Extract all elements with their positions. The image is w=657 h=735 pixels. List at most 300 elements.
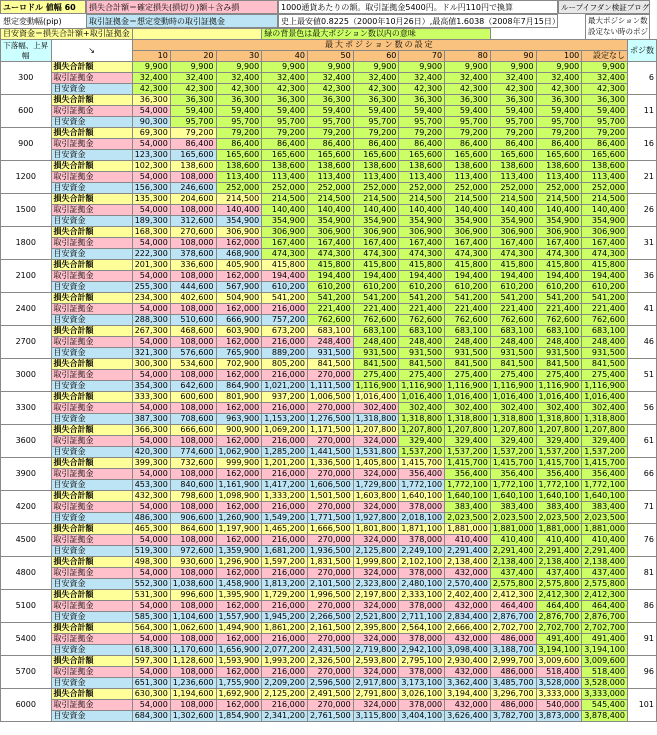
value-cell: 354,900: [445, 216, 491, 227]
value-cell: 2,666,400: [445, 623, 491, 634]
value-cell: 356,400: [445, 469, 491, 480]
value-cell: 491,400: [582, 634, 628, 645]
value-cell: 329,400: [582, 436, 628, 447]
value-cell: 504,900: [216, 293, 262, 304]
position-count-cell: 46: [627, 326, 656, 359]
value-cell: 1,993,200: [262, 656, 308, 667]
value-cell: 216,000: [262, 337, 308, 348]
row-label: 目安資金: [51, 381, 132, 392]
value-cell: 354,900: [262, 216, 308, 227]
value-cell: 201,300: [132, 260, 170, 271]
loss-total-row: [1, 458, 657, 469]
value-cell: 32,400: [536, 73, 582, 84]
value-cell: 464,400: [582, 601, 628, 612]
value-cell: 194,400: [307, 271, 353, 282]
value-cell: 354,900: [582, 216, 628, 227]
value-cell: 2,521,800: [353, 612, 399, 623]
definition-loss: 損失合計額＝確定損失(損切り)額＋含み損: [86, 0, 278, 14]
value-cell: 275,400: [399, 370, 445, 381]
value-cell: 510,600: [170, 315, 216, 326]
value-cell: 1,415,700: [445, 458, 491, 469]
value-cell: 275,400: [582, 370, 628, 381]
value-cell: 2,291,400: [582, 546, 628, 557]
value-cell: 165,600: [582, 150, 628, 161]
value-cell: 69,300: [132, 128, 170, 139]
value-cell: 32,400: [170, 73, 216, 84]
value-cell: 2,564,100: [399, 623, 445, 634]
value-cell: 708,600: [170, 414, 216, 425]
value-cell: 1,116,900: [490, 381, 536, 392]
value-cell: 378,000: [399, 601, 445, 612]
value-cell: 1,772,100: [536, 480, 582, 491]
value-cell: 805,200: [262, 359, 308, 370]
value-cell: 162,000: [216, 535, 262, 546]
row-label: 取引証拠金: [51, 106, 132, 117]
value-cell: 54,000: [132, 337, 170, 348]
value-cell: 378,600: [170, 249, 216, 260]
value-cell: 79,200: [490, 128, 536, 139]
value-cell: 140,400: [307, 205, 353, 216]
value-cell: 437,400: [536, 568, 582, 579]
value-cell: 32,400: [307, 73, 353, 84]
blog-label: ループイフダン検証ブログ: [558, 0, 650, 14]
value-cell: 1,016,400: [536, 392, 582, 403]
value-cell: 86,400: [353, 139, 399, 150]
value-cell: 576,600: [170, 348, 216, 359]
value-cell: 762,600: [353, 315, 399, 326]
value-cell: 2,249,100: [399, 546, 445, 557]
column-header: 90: [490, 51, 536, 62]
value-cell: 194,400: [490, 271, 536, 282]
value-cell: 95,700: [353, 117, 399, 128]
value-cell: 383,400: [536, 502, 582, 513]
value-cell: 2,291,400: [445, 546, 491, 557]
row-label: 取引証拠金: [51, 667, 132, 678]
value-cell: 931,500: [399, 348, 445, 359]
value-cell: 54,000: [132, 172, 170, 183]
value-cell: 1,729,200: [262, 590, 308, 601]
position-count-cell: 26: [627, 194, 656, 227]
loss-total-row: [1, 623, 657, 634]
value-cell: 564,300: [132, 623, 170, 634]
value-cell: 3,485,700: [490, 678, 536, 689]
value-cell: 1,531,800: [353, 447, 399, 458]
value-cell: 383,400: [490, 502, 536, 513]
value-cell: 1,016,400: [490, 392, 536, 403]
value-cell: 167,400: [582, 238, 628, 249]
value-cell: 333,300: [132, 392, 170, 403]
target-fund-row: [1, 117, 657, 128]
value-cell: 541,200: [445, 293, 491, 304]
value-cell: 95,700: [536, 117, 582, 128]
value-cell: 3,362,400: [445, 678, 491, 689]
value-cell: 138,600: [170, 161, 216, 172]
value-cell: 1,593,900: [216, 656, 262, 667]
value-cell: 684,300: [132, 711, 170, 722]
value-cell: 216,000: [262, 403, 308, 414]
value-cell: 108,000: [170, 667, 216, 678]
value-cell: 1,006,500: [307, 392, 353, 403]
value-cell: 2,491,500: [307, 689, 353, 700]
value-cell: 140,400: [399, 205, 445, 216]
value-cell: 519,300: [132, 546, 170, 557]
value-cell: 774,600: [170, 447, 216, 458]
row-label: 損失合計額: [51, 557, 132, 568]
value-cell: 2,834,400: [445, 612, 491, 623]
value-cell: 321,300: [132, 348, 170, 359]
loss-total-row: [1, 656, 657, 667]
value-cell: 221,400: [399, 304, 445, 315]
column-header: 設定なし: [582, 51, 628, 62]
trade-margin-row: [1, 568, 657, 579]
value-cell: 42,300: [536, 84, 582, 95]
value-cell: 610,200: [307, 282, 353, 293]
row-label: 目安資金: [51, 414, 132, 425]
value-cell: 9,900: [170, 62, 216, 73]
row-label: 目安資金: [51, 612, 132, 623]
value-cell: 36,300: [399, 95, 445, 106]
value-cell: 2,575,800: [582, 579, 628, 590]
value-cell: 306,900: [445, 227, 491, 238]
value-cell: 2,575,800: [490, 579, 536, 590]
value-cell: 1,415,700: [490, 458, 536, 469]
value-cell: 600,600: [170, 392, 216, 403]
value-cell: 162,000: [216, 601, 262, 612]
loss-total-row: [1, 524, 657, 535]
trade-margin-row: [1, 337, 657, 348]
value-cell: 252,000: [490, 183, 536, 194]
value-cell: 86,400: [262, 139, 308, 150]
row-label: 損失合計額: [51, 359, 132, 370]
value-cell: 2,138,400: [582, 557, 628, 568]
value-cell: 541,200: [490, 293, 536, 304]
value-cell: 474,300: [582, 249, 628, 260]
value-cell: 2,795,100: [399, 656, 445, 667]
value-cell: 1,194,600: [170, 689, 216, 700]
value-cell: 165,600: [490, 150, 536, 161]
value-cell: 9,900: [307, 62, 353, 73]
value-cell: 165,600: [445, 150, 491, 161]
value-cell: 267,300: [132, 326, 170, 337]
value-cell: 1,296,900: [216, 557, 262, 568]
value-cell: 432,300: [132, 491, 170, 502]
value-cell: 275,400: [536, 370, 582, 381]
row-label: 取引証拠金: [51, 535, 132, 546]
trade-margin-row: [1, 370, 657, 381]
value-cell: 567,900: [216, 282, 262, 293]
value-cell: 306,900: [536, 227, 582, 238]
value-cell: 931,500: [353, 348, 399, 359]
value-cell: 275,400: [353, 370, 399, 381]
value-cell: 3,009,600: [582, 656, 628, 667]
value-cell: 165,600: [216, 150, 262, 161]
target-fund-row: [1, 348, 657, 359]
value-cell: 194,400: [582, 271, 628, 282]
value-cell: 366,300: [132, 425, 170, 436]
value-cell: 2,876,700: [536, 612, 582, 623]
value-cell: 1,537,200: [490, 447, 536, 458]
value-cell: 683,100: [582, 326, 628, 337]
value-cell: 1,260,900: [216, 513, 262, 524]
value-cell: 165,600: [307, 150, 353, 161]
row-label: 目安資金: [51, 84, 132, 95]
value-cell: 3,194,100: [582, 645, 628, 656]
value-cell: 1,772,100: [399, 480, 445, 491]
value-cell: 54,000: [132, 634, 170, 645]
trade-margin-row: [1, 502, 657, 513]
value-cell: 216,000: [262, 601, 308, 612]
position-count-cell: 16: [627, 128, 656, 161]
row-label: 損失合計額: [51, 656, 132, 667]
position-count-cell: 86: [627, 590, 656, 623]
value-cell: 1,415,700: [536, 458, 582, 469]
value-cell: 306,900: [353, 227, 399, 238]
range-cell: 3600: [1, 425, 52, 458]
range-cell: 600: [1, 95, 52, 128]
value-cell: 86,400: [216, 139, 262, 150]
value-cell: 1,640,100: [399, 491, 445, 502]
value-cell: 399,300: [132, 458, 170, 469]
value-cell: 618,300: [132, 645, 170, 656]
value-cell: 113,400: [353, 172, 399, 183]
value-cell: 324,000: [353, 667, 399, 678]
value-cell: 336,600: [170, 260, 216, 271]
value-cell: 79,200: [216, 128, 262, 139]
value-cell: 32,400: [490, 73, 536, 84]
value-cell: 1,927,800: [353, 513, 399, 524]
value-cell: 610,200: [353, 282, 399, 293]
value-cell: 113,400: [307, 172, 353, 183]
position-count-header: ポジ数: [627, 40, 656, 62]
target-fund-row: [1, 150, 657, 161]
value-cell: 108,000: [170, 205, 216, 216]
value-cell: 9,900: [399, 62, 445, 73]
value-cell: 3,009,600: [536, 656, 582, 667]
value-cell: 54,000: [132, 568, 170, 579]
value-cell: 1,871,100: [399, 524, 445, 535]
target-fund-row: [1, 546, 657, 557]
loss-total-row: [1, 689, 657, 700]
value-cell: 138,600: [490, 161, 536, 172]
value-cell: 306,900: [262, 227, 308, 238]
value-cell: 156,300: [132, 183, 170, 194]
value-cell: 2,570,400: [445, 579, 491, 590]
value-cell: 1,062,600: [170, 623, 216, 634]
value-cell: 378,000: [399, 535, 445, 546]
position-count-cell: 71: [627, 491, 656, 524]
range-cell: 1500: [1, 194, 52, 227]
trade-margin-row: [1, 535, 657, 546]
value-cell: 354,900: [353, 216, 399, 227]
value-cell: 222,300: [132, 249, 170, 260]
value-cell: 415,800: [445, 260, 491, 271]
value-cell: 453,300: [132, 480, 170, 491]
value-cell: 95,700: [262, 117, 308, 128]
value-cell: 270,000: [307, 436, 353, 447]
value-cell: 1,692,900: [216, 689, 262, 700]
row-label: 取引証拠金: [51, 700, 132, 711]
value-cell: 2,102,100: [399, 557, 445, 568]
value-cell: 306,900: [399, 227, 445, 238]
column-header: 40: [262, 51, 308, 62]
value-cell: 252,000: [216, 183, 262, 194]
value-cell: 302,400: [490, 403, 536, 414]
value-cell: 329,400: [490, 436, 536, 447]
value-cell: 1,318,800: [353, 414, 399, 425]
value-cell: 270,000: [307, 568, 353, 579]
value-cell: 42,300: [262, 84, 308, 95]
value-cell: 1,116,900: [399, 381, 445, 392]
value-cell: 841,500: [582, 359, 628, 370]
value-cell: 3,626,400: [445, 711, 491, 722]
definition-fund: 目安資金＝損失合計額+取引証拠金: [1, 29, 133, 40]
value-cell: 930,600: [170, 557, 216, 568]
max-position-note: 最大ポジション数設定ない時のポジ: [585, 14, 650, 42]
value-cell: 415,800: [353, 260, 399, 271]
range-cell: 2400: [1, 293, 52, 326]
target-fund-row: [1, 315, 657, 326]
value-cell: 1,640,100: [582, 491, 628, 502]
value-cell: 194,400: [399, 271, 445, 282]
value-cell: 1,881,000: [582, 524, 628, 535]
target-fund-row: [1, 216, 657, 227]
value-cell: 2,999,700: [490, 656, 536, 667]
value-cell: 302,400: [445, 403, 491, 414]
value-cell: 2,480,100: [399, 579, 445, 590]
value-cell: 32,400: [353, 73, 399, 84]
value-cell: 2,023,500: [490, 513, 536, 524]
value-cell: 162,000: [216, 469, 262, 480]
value-cell: 1,881,000: [536, 524, 582, 535]
value-cell: 545,400: [582, 700, 628, 711]
value-cell: 378,000: [399, 568, 445, 579]
row-label: 目安資金: [51, 282, 132, 293]
value-cell: 486,000: [490, 634, 536, 645]
value-cell: 3,333,000: [582, 689, 628, 700]
value-cell: 415,800: [399, 260, 445, 271]
value-cell: 246,600: [170, 183, 216, 194]
value-cell: 2,395,800: [353, 623, 399, 634]
row-label: 取引証拠金: [51, 271, 132, 282]
value-cell: 683,100: [307, 326, 353, 337]
value-cell: 221,400: [536, 304, 582, 315]
position-count-cell: 56: [627, 392, 656, 425]
row-label: 損失合計額: [51, 623, 132, 634]
value-cell: 432,000: [445, 667, 491, 678]
value-cell: 610,200: [445, 282, 491, 293]
row-label: 目安資金: [51, 183, 132, 194]
value-cell: 140,400: [490, 205, 536, 216]
value-cell: 36,300: [132, 95, 170, 106]
value-cell: 270,000: [307, 667, 353, 678]
value-cell: 906,600: [170, 513, 216, 524]
value-cell: 36,300: [582, 95, 628, 106]
value-cell: 1,597,200: [262, 557, 308, 568]
value-cell: 54,000: [132, 304, 170, 315]
arrow-icon: ↘: [51, 40, 132, 62]
row-label: 損失合計額: [51, 128, 132, 139]
row-label: 取引証拠金: [51, 139, 132, 150]
value-cell: 2,291,400: [536, 546, 582, 557]
value-cell: 108,000: [170, 304, 216, 315]
note-history: 史上最安値0.8225（2000年10月26日）,最高値1.6038（2008年7月15日）: [278, 14, 558, 28]
value-cell: 59,400: [307, 106, 353, 117]
target-fund-row: [1, 249, 657, 260]
value-cell: 683,100: [445, 326, 491, 337]
value-cell: 42,300: [582, 84, 628, 95]
value-cell: 162,000: [216, 502, 262, 513]
green-note: 緑の背景色は最大ポジション数以内の意味: [262, 29, 491, 40]
value-cell: 541,200: [262, 293, 308, 304]
value-cell: 312,600: [170, 216, 216, 227]
value-cell: 1,207,800: [399, 425, 445, 436]
range-cell: 4200: [1, 491, 52, 524]
value-cell: 108,000: [170, 568, 216, 579]
value-cell: 1,069,200: [262, 425, 308, 436]
value-cell: 683,100: [399, 326, 445, 337]
value-cell: 95,700: [582, 117, 628, 128]
position-count-cell: 81: [627, 557, 656, 590]
value-cell: 1,640,100: [536, 491, 582, 502]
value-cell: 762,600: [445, 315, 491, 326]
value-cell: 79,200: [353, 128, 399, 139]
value-cell: 498,300: [132, 557, 170, 568]
value-cell: 216,000: [262, 436, 308, 447]
value-cell: 140,400: [216, 205, 262, 216]
value-cell: 36,300: [216, 95, 262, 106]
value-cell: 167,400: [536, 238, 582, 249]
column-header: 20: [170, 51, 216, 62]
value-cell: 113,400: [399, 172, 445, 183]
value-cell: 1,771,500: [307, 513, 353, 524]
value-cell: 518,400: [536, 667, 582, 678]
range-cell: 1200: [1, 161, 52, 194]
value-cell: 474,300: [262, 249, 308, 260]
loss-total-row: [1, 491, 657, 502]
value-cell: 1,537,200: [536, 447, 582, 458]
value-cell: 1,171,500: [307, 425, 353, 436]
value-cell: 972,600: [170, 546, 216, 557]
value-cell: 214,500: [582, 194, 628, 205]
value-cell: 306,900: [490, 227, 536, 238]
range-cell: 900: [1, 128, 52, 161]
value-cell: 1,285,200: [262, 447, 308, 458]
row-label: 損失合計額: [51, 194, 132, 205]
value-cell: 79,200: [170, 128, 216, 139]
value-cell: 270,000: [307, 502, 353, 513]
value-cell: 90,300: [132, 117, 170, 128]
row-label: 取引証拠金: [51, 469, 132, 480]
value-cell: 123,300: [132, 150, 170, 161]
value-cell: 9,900: [536, 62, 582, 73]
value-cell: 2,412,300: [536, 590, 582, 601]
value-cell: 216,000: [262, 568, 308, 579]
value-cell: 1,537,200: [582, 447, 628, 458]
value-cell: 54,000: [132, 205, 170, 216]
value-cell: 54,000: [132, 403, 170, 414]
value-cell: 2,341,200: [262, 711, 308, 722]
value-cell: 42,300: [353, 84, 399, 95]
value-cell: 541,200: [307, 293, 353, 304]
value-cell: 540,000: [536, 700, 582, 711]
value-cell: 140,400: [445, 205, 491, 216]
value-cell: 216,000: [262, 304, 308, 315]
value-cell: 221,400: [582, 304, 628, 315]
value-cell: 610,200: [262, 282, 308, 293]
value-cell: 410,400: [536, 535, 582, 546]
position-count-cell: 61: [627, 425, 656, 458]
value-cell: 410,400: [582, 535, 628, 546]
